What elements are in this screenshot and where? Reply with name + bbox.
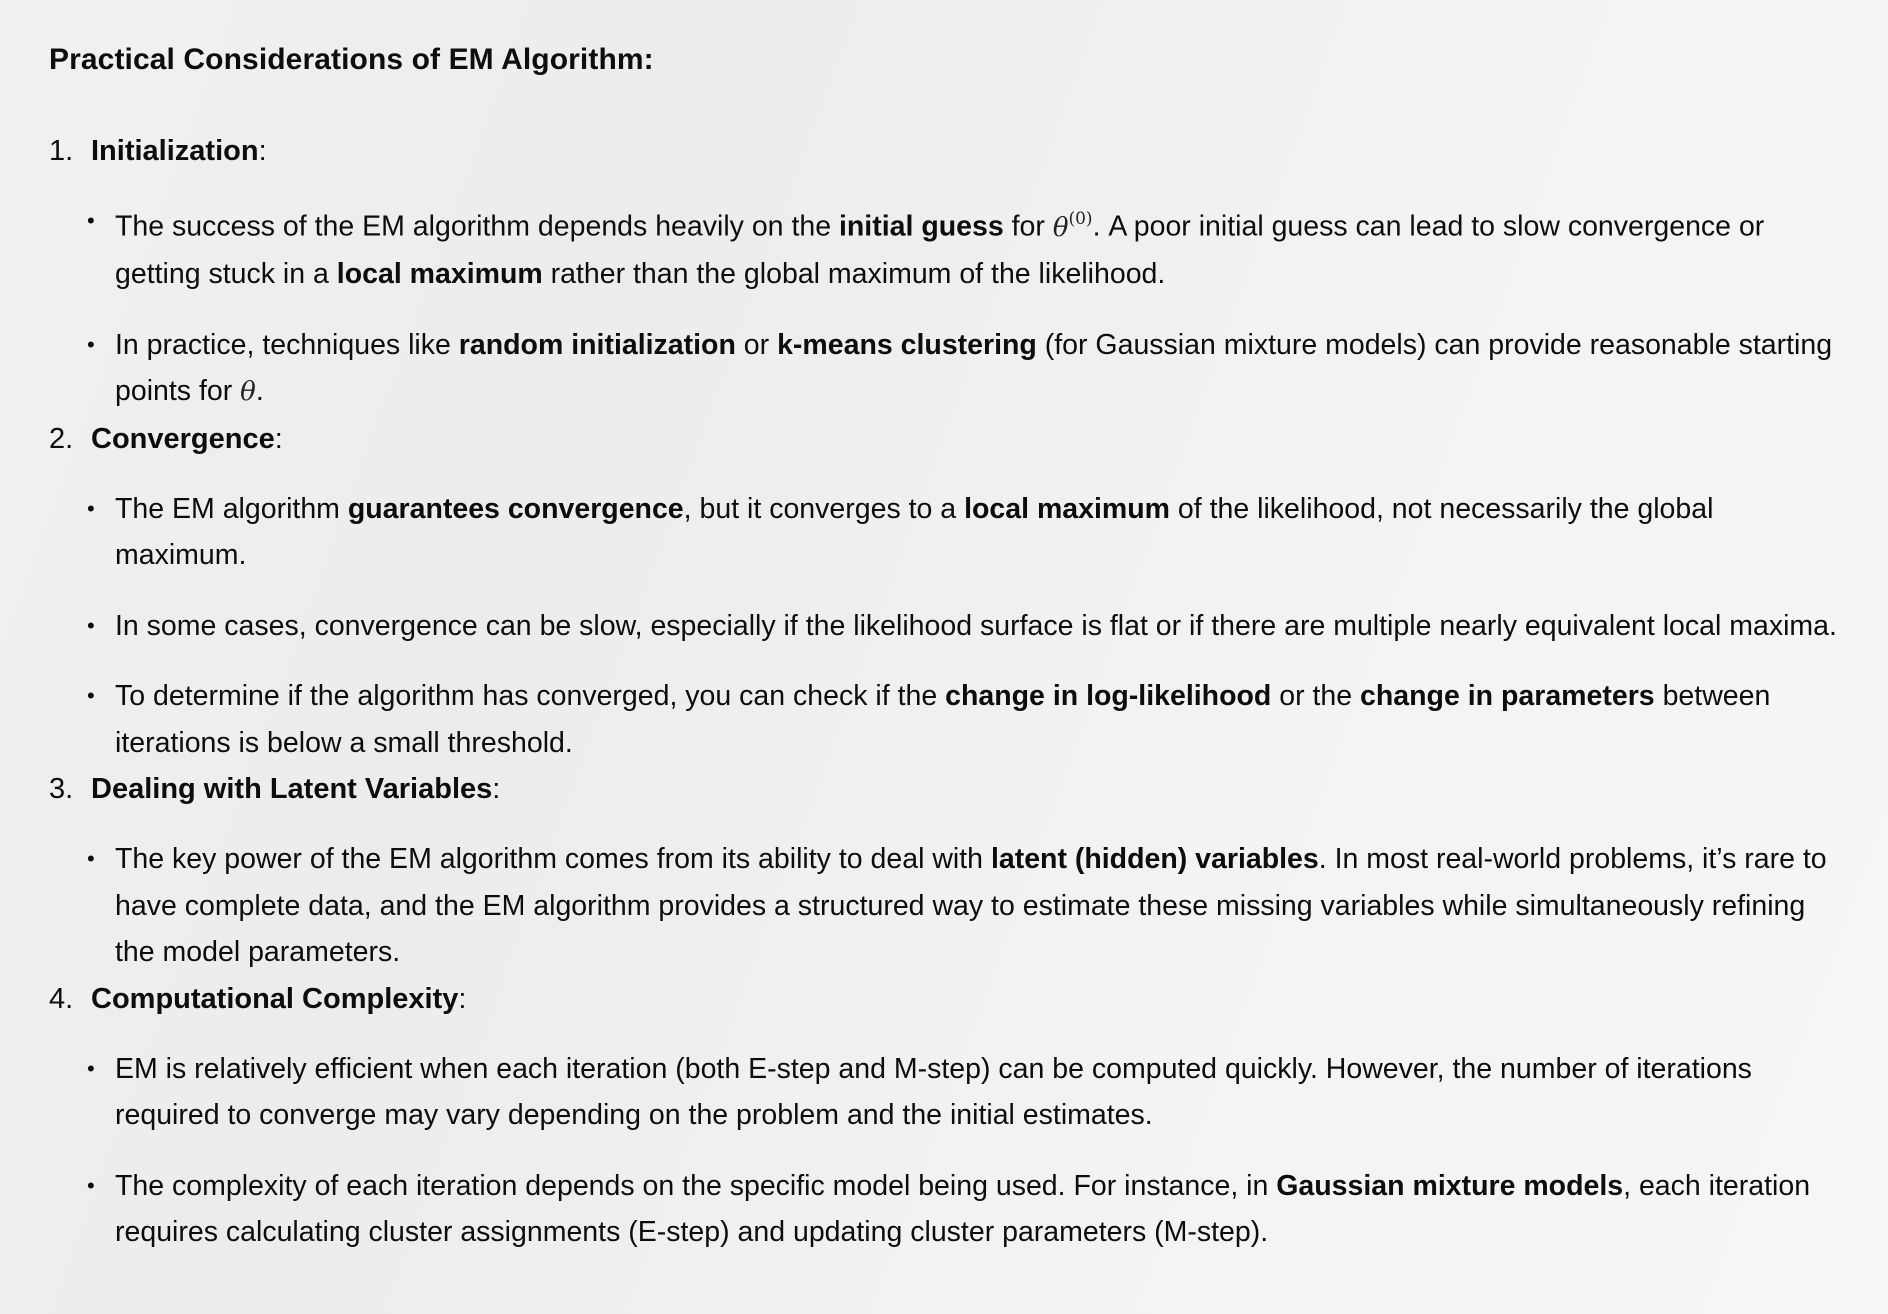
- section-number: 1.: [49, 135, 74, 167]
- text-run: for: [1003, 210, 1053, 243]
- sections-list: [49, 128, 1849, 1256]
- text-run: .: [255, 375, 264, 408]
- bold-run: random initialization: [458, 328, 736, 361]
- bold-run: guarantees convergence: [347, 492, 684, 525]
- text-run: (for Gaussian mixture models) can provide reasonable starting points for: [115, 328, 1833, 408]
- section-heading: [49, 416, 1849, 462]
- bullet-text: [115, 673, 1849, 766]
- text-run: , but it converges to a: [683, 492, 965, 525]
- text-run: rather than the global maximum of the likelihood.: [542, 258, 1166, 291]
- section-title: Computational Complexity: [91, 982, 459, 1015]
- list-item: [49, 836, 1849, 976]
- section-heading: [49, 976, 1849, 1022]
- text-run: between iterations is below a small threshold.: [115, 680, 1771, 759]
- bold-run: k-means clustering: [777, 328, 1037, 361]
- bullet-dot: •: [87, 331, 95, 357]
- section-computational-complexity: [49, 976, 1849, 1256]
- bullet-dot: •: [87, 208, 95, 233]
- text-run: . In most real-world problems, it’s rare to have complete data, and the EM algorithm provides a structured way to estimate these missing variables while simultaneously refining the model parameters.: [115, 843, 1827, 969]
- section-heading: [49, 128, 1849, 174]
- bullet-text: In some cases, convergence can be slow, especially if the likelihood surface is flat or if there are multiple nearly equivalent local maxima.: [115, 609, 1837, 642]
- bold-run: change in parameters: [1360, 680, 1655, 713]
- text-run: , each iteration requires calculating cluster assignments (E-step) and updating cluster parameters (M-step).: [115, 1169, 1811, 1249]
- text-run: The complexity of each iteration depends on the specific model being used. For instance, in: [115, 1169, 1277, 1202]
- bold-run: change in log-likelihood: [945, 680, 1272, 713]
- bullet-dot: •: [87, 683, 95, 709]
- list-item: [49, 673, 1849, 766]
- section-title: Convergence: [91, 422, 275, 455]
- text-run: The success of the EM algorithm depends heavily on the: [115, 210, 839, 243]
- text-run: or the: [1271, 680, 1361, 713]
- math-theta-zero: [1052, 209, 1093, 243]
- document-body: [49, 38, 1849, 1256]
- bullet-dot: •: [87, 495, 95, 521]
- bullet-text: [115, 1163, 1849, 1256]
- section-colon: :: [458, 982, 467, 1015]
- bold-run: latent (hidden) variables: [990, 843, 1319, 876]
- bullet-text: [115, 486, 1849, 579]
- text-run: The key power of the EM algorithm comes from its ability to deal with: [115, 843, 991, 876]
- math-theta: θ: [240, 377, 256, 408]
- list-item: [49, 1046, 1849, 1139]
- bullet-dot: •: [87, 846, 95, 872]
- bullet-text: [115, 198, 1849, 298]
- section-latent-variables: [49, 766, 1849, 976]
- section-initialization: [49, 128, 1849, 416]
- list-item: [49, 198, 1849, 298]
- list-item: [49, 486, 1849, 579]
- bullet-list: [49, 836, 1849, 976]
- text-run: In practice, techniques like: [115, 328, 459, 361]
- section-convergence: [49, 416, 1849, 767]
- text-run: or: [735, 328, 778, 361]
- math-superscript: (0): [1068, 209, 1093, 229]
- section-number: 3.: [49, 773, 74, 806]
- list-item: [49, 1163, 1849, 1256]
- text-run: To determine if the algorithm has converged, you can check if the: [115, 680, 946, 713]
- bullet-text: [115, 836, 1849, 976]
- section-colon: :: [258, 135, 267, 167]
- section-title: Dealing with Latent Variables: [91, 773, 493, 806]
- section-number: 4.: [49, 982, 74, 1015]
- math-symbol: θ: [1052, 212, 1069, 243]
- bullet-dot: •: [87, 1172, 95, 1198]
- bold-run: local maximum: [336, 258, 543, 291]
- bullet-list: [49, 486, 1849, 767]
- section-number: 2.: [49, 422, 74, 455]
- bold-run: Gaussian mixture models: [1276, 1169, 1624, 1202]
- bullet-list: [49, 198, 1849, 416]
- list-item: [49, 322, 1849, 416]
- text-run: of the likelihood, not necessarily the global maximum.: [115, 492, 1714, 572]
- list-item: [49, 603, 1849, 650]
- section-colon: :: [492, 773, 501, 806]
- document-title: Practical Considerations of EM Algorithm:: [49, 43, 654, 76]
- bullet-dot: •: [87, 1055, 95, 1081]
- bullet-list: [49, 1046, 1849, 1256]
- section-heading: [49, 766, 1849, 812]
- bullet-dot: •: [87, 612, 95, 638]
- bullet-text: EM is relatively efficient when each iteration (both E-step and M-step) can be computed quickly. However, the number of iterations required to converge may vary depending on the problem and the initial estimates.: [115, 1052, 1752, 1132]
- bold-run: initial guess: [838, 210, 1004, 243]
- bold-run: local maximum: [964, 492, 1170, 525]
- section-colon: :: [274, 422, 283, 455]
- text-run: The EM algorithm: [115, 492, 348, 525]
- bullet-text: [115, 322, 1849, 416]
- section-title: Initialization: [91, 135, 259, 167]
- text-run: . A poor initial guess can lead to slow convergence or getting stuck in a: [115, 210, 1765, 291]
